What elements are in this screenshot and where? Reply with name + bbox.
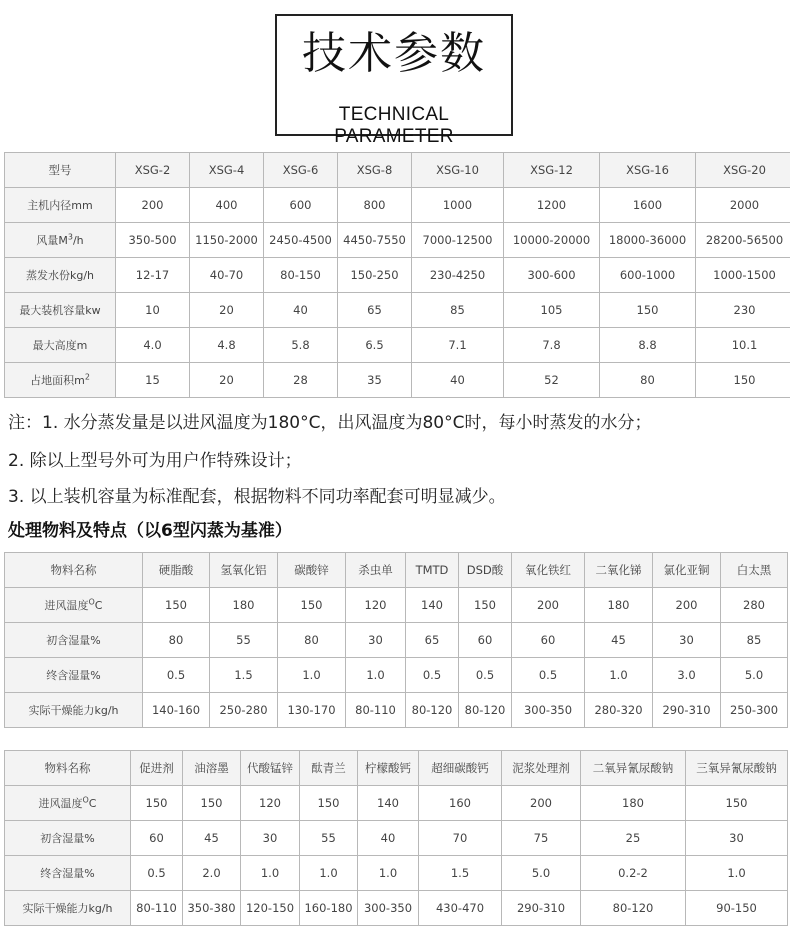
table-cell: 350-380 <box>183 891 241 926</box>
table-cell: 1.0 <box>278 658 346 693</box>
table-cell: 1.0 <box>686 856 788 891</box>
table-cell: 30 <box>686 821 788 856</box>
materials-2-capacity-row <box>5 891 788 926</box>
table-cell: 0.5 <box>512 658 585 693</box>
table-cell: 80-110 <box>346 693 406 728</box>
spec-row-area <box>5 363 790 398</box>
material-name: 白太黑 <box>721 553 788 588</box>
material-name: 代酸锰锌 <box>241 751 300 786</box>
table-cell: 160-180 <box>300 891 358 926</box>
table-cell: 1.5 <box>419 856 502 891</box>
table-cell: 40 <box>264 293 338 328</box>
table-cell: 7.8 <box>504 328 600 363</box>
material-name: 氧化铁红 <box>512 553 585 588</box>
model-cell: XSG-4 <box>190 153 264 188</box>
table-cell: 0.5 <box>406 658 459 693</box>
materials-1-inlet-row <box>5 588 788 623</box>
table-cell: 290-310 <box>502 891 581 926</box>
table-cell: 40 <box>358 821 419 856</box>
table-cell: 20 <box>190 363 264 398</box>
table-cell: 180 <box>585 588 653 623</box>
spec-row-evaporation <box>5 258 790 293</box>
table-cell: 1.0 <box>241 856 300 891</box>
model-cell: XSG-12 <box>504 153 600 188</box>
table-cell: 65 <box>338 293 412 328</box>
material-name: 超细碳酸钙 <box>419 751 502 786</box>
row-label: 实际干燥能力kg/h <box>5 693 143 728</box>
table-cell: 160 <box>419 786 502 821</box>
material-name: 二氧化锑 <box>585 553 653 588</box>
table-cell: 150 <box>600 293 696 328</box>
material-name: 碳酸锌 <box>278 553 346 588</box>
spec-header-label: 型号 <box>5 153 116 188</box>
table-cell: 80 <box>143 623 210 658</box>
model-cell: XSG-20 <box>696 153 790 188</box>
table-cell: 0.5 <box>459 658 512 693</box>
table-cell: 65 <box>406 623 459 658</box>
table-cell: 200 <box>116 188 190 223</box>
table-cell: 25 <box>581 821 686 856</box>
note-3: 3. 以上装机容量为标准配套，根据物料不同功率配套可明显减少。 <box>8 487 506 507</box>
table-cell: 80 <box>600 363 696 398</box>
row-label: 占地面积$m^2$ <box>5 363 116 398</box>
materials-1-header-row <box>5 553 788 588</box>
materials-2-header-row <box>5 751 788 786</box>
materials-table-1 <box>4 552 788 728</box>
table-cell: 300-350 <box>358 891 419 926</box>
spec-table <box>4 152 790 398</box>
spec-row-height <box>5 328 790 363</box>
model-cell: XSG-10 <box>412 153 504 188</box>
spec-row-diameter <box>5 188 790 223</box>
table-cell: 0.5 <box>143 658 210 693</box>
table-cell: 1600 <box>600 188 696 223</box>
table-cell: 60 <box>459 623 512 658</box>
model-cell: XSG-8 <box>338 153 412 188</box>
table-cell: 60 <box>131 821 183 856</box>
table-cell: 45 <box>183 821 241 856</box>
table-cell: 2450-4500 <box>264 223 338 258</box>
row-label: 实际干燥能力kg/h <box>5 891 131 926</box>
table-cell: 1000 <box>412 188 504 223</box>
table-cell: 150-250 <box>338 258 412 293</box>
table-cell: 150 <box>686 786 788 821</box>
row-label: 风量$M^3/h$ <box>5 223 116 258</box>
table-cell: 200 <box>653 588 721 623</box>
table-cell: 30 <box>653 623 721 658</box>
table-cell: 180 <box>581 786 686 821</box>
table-cell: 1.0 <box>300 856 358 891</box>
table-cell: 10 <box>116 293 190 328</box>
table-cell: 15 <box>116 363 190 398</box>
row-label: 主机内径mm <box>5 188 116 223</box>
table-cell: 80-120 <box>406 693 459 728</box>
row-label: 物料名称 <box>5 751 131 786</box>
section-title: 处理物料及特点（以6型闪蒸为基准） <box>8 521 292 541</box>
table-cell: 120-150 <box>241 891 300 926</box>
table-cell: 250-280 <box>210 693 278 728</box>
table-cell: 2000 <box>696 188 790 223</box>
table-cell: 80-150 <box>264 258 338 293</box>
materials-2-initial-moisture-row <box>5 821 788 856</box>
table-cell: 600-1000 <box>600 258 696 293</box>
table-cell: 400 <box>190 188 264 223</box>
table-cell: 85 <box>721 623 788 658</box>
row-label: 进风温度$^O$C <box>5 786 131 821</box>
row-label: 最大装机容量kw <box>5 293 116 328</box>
table-cell: 12-17 <box>116 258 190 293</box>
row-label: 终含湿量% <box>5 856 131 891</box>
table-cell: 30 <box>346 623 406 658</box>
table-cell: 2.0 <box>183 856 241 891</box>
materials-2-final-moisture-row <box>5 856 788 891</box>
table-cell: 40-70 <box>190 258 264 293</box>
material-name: 二氧异氰尿酸钠 <box>581 751 686 786</box>
table-cell: 55 <box>210 623 278 658</box>
table-cell: 75 <box>502 821 581 856</box>
table-cell: 52 <box>504 363 600 398</box>
row-label: 物料名称 <box>5 553 143 588</box>
material-name: 促进剂 <box>131 751 183 786</box>
table-cell: 60 <box>512 623 585 658</box>
table-cell: 1.0 <box>346 658 406 693</box>
table-cell: 28 <box>264 363 338 398</box>
table-cell: 20 <box>190 293 264 328</box>
table-cell: 130-170 <box>278 693 346 728</box>
table-cell: 430-470 <box>419 891 502 926</box>
table-cell: 105 <box>504 293 600 328</box>
page-subtitle: TECHNICAL PARAMETER <box>334 104 454 147</box>
spec-row-power <box>5 293 790 328</box>
model-cell: XSG-6 <box>264 153 338 188</box>
table-cell: 180 <box>210 588 278 623</box>
table-cell: 300-350 <box>512 693 585 728</box>
table-cell: 7.1 <box>412 328 504 363</box>
material-name: 杀虫单 <box>346 553 406 588</box>
table-cell: 80 <box>278 623 346 658</box>
table-cell: 280-320 <box>585 693 653 728</box>
table-cell: 28200-56500 <box>696 223 790 258</box>
row-label: 终含湿量% <box>5 658 143 693</box>
table-cell: 250-300 <box>721 693 788 728</box>
spec-row-airflow <box>5 223 790 258</box>
row-label: 进风温度$^O$C <box>5 588 143 623</box>
table-cell: 280 <box>721 588 788 623</box>
note-2: 2. 除以上型号外可为用户作特殊设计； <box>8 451 302 471</box>
table-cell: 80-110 <box>131 891 183 926</box>
materials-1-capacity-row <box>5 693 788 728</box>
table-cell: 0.5 <box>131 856 183 891</box>
table-cell: 200 <box>502 786 581 821</box>
table-cell: 1150-2000 <box>190 223 264 258</box>
table-cell: 1000-1500 <box>696 258 790 293</box>
material-name: 油溶墨 <box>183 751 241 786</box>
table-cell: 8.8 <box>600 328 696 363</box>
table-cell: 0.2-2 <box>581 856 686 891</box>
table-cell: 600 <box>264 188 338 223</box>
table-cell: 10000-20000 <box>504 223 600 258</box>
table-cell: 85 <box>412 293 504 328</box>
table-cell: 90-150 <box>686 891 788 926</box>
table-cell: 1.0 <box>585 658 653 693</box>
title-box <box>275 14 513 147</box>
row-label: 最大高度m <box>5 328 116 363</box>
table-cell: 350-500 <box>116 223 190 258</box>
table-cell: 10.1 <box>696 328 790 363</box>
table-cell: 230 <box>696 293 790 328</box>
table-cell: 140 <box>358 786 419 821</box>
table-cell: 230-4250 <box>412 258 504 293</box>
material-name: 三氧异氰尿酸钠 <box>686 751 788 786</box>
materials-1-final-moisture-row <box>5 658 788 693</box>
table-cell: 80-120 <box>581 891 686 926</box>
table-cell: 35 <box>338 363 412 398</box>
row-label: 蒸发水份kg/h <box>5 258 116 293</box>
material-name: 硬脂酸 <box>143 553 210 588</box>
table-cell: 150 <box>459 588 512 623</box>
table-cell: 150 <box>183 786 241 821</box>
table-cell: 45 <box>585 623 653 658</box>
table-cell: 4.0 <box>116 328 190 363</box>
note-1: 注：1. 水分蒸发量是以进风温度为180°C，出风温度为80°C时，每小时蒸发的水分； <box>8 413 652 433</box>
table-cell: 200 <box>512 588 585 623</box>
table-cell: 290-310 <box>653 693 721 728</box>
table-cell: 150 <box>696 363 790 398</box>
table-cell: 150 <box>300 786 358 821</box>
table-cell: 1.5 <box>210 658 278 693</box>
row-label: 初含湿量% <box>5 623 143 658</box>
table-cell: 7000-12500 <box>412 223 504 258</box>
table-cell: 5.8 <box>264 328 338 363</box>
material-name: 氯化亚铜 <box>653 553 721 588</box>
table-cell: 18000-36000 <box>600 223 696 258</box>
table-cell: 4450-7550 <box>338 223 412 258</box>
material-name: 酞青兰 <box>300 751 358 786</box>
table-cell: 120 <box>346 588 406 623</box>
table-cell: 150 <box>278 588 346 623</box>
material-name: TMTD <box>406 553 459 588</box>
table-cell: 800 <box>338 188 412 223</box>
model-cell: XSG-2 <box>116 153 190 188</box>
table-cell: 40 <box>412 363 504 398</box>
spec-header-row <box>5 153 790 188</box>
materials-1-initial-moisture-row <box>5 623 788 658</box>
table-cell: 6.5 <box>338 328 412 363</box>
table-cell: 5.0 <box>502 856 581 891</box>
table-cell: 300-600 <box>504 258 600 293</box>
table-cell: 80-120 <box>459 693 512 728</box>
table-cell: 55 <box>300 821 358 856</box>
table-cell: 140 <box>406 588 459 623</box>
material-name: 泥浆处理剂 <box>502 751 581 786</box>
table-cell: 5.0 <box>721 658 788 693</box>
table-cell: 3.0 <box>653 658 721 693</box>
table-cell: 70 <box>419 821 502 856</box>
table-cell: 4.8 <box>190 328 264 363</box>
material-name: DSD酸 <box>459 553 512 588</box>
material-name: 柠檬酸钙 <box>358 751 419 786</box>
model-cell: XSG-16 <box>600 153 696 188</box>
table-cell: 140-160 <box>143 693 210 728</box>
table-cell: 1200 <box>504 188 600 223</box>
page-title: 技术参数 <box>302 28 486 79</box>
table-cell: 150 <box>131 786 183 821</box>
table-cell: 1.0 <box>358 856 419 891</box>
row-label: 初含湿量% <box>5 821 131 856</box>
material-name: 氢氧化铝 <box>210 553 278 588</box>
materials-table-2 <box>4 750 788 926</box>
materials-2-inlet-row <box>5 786 788 821</box>
table-cell: 120 <box>241 786 300 821</box>
table-cell: 150 <box>143 588 210 623</box>
table-cell: 30 <box>241 821 300 856</box>
